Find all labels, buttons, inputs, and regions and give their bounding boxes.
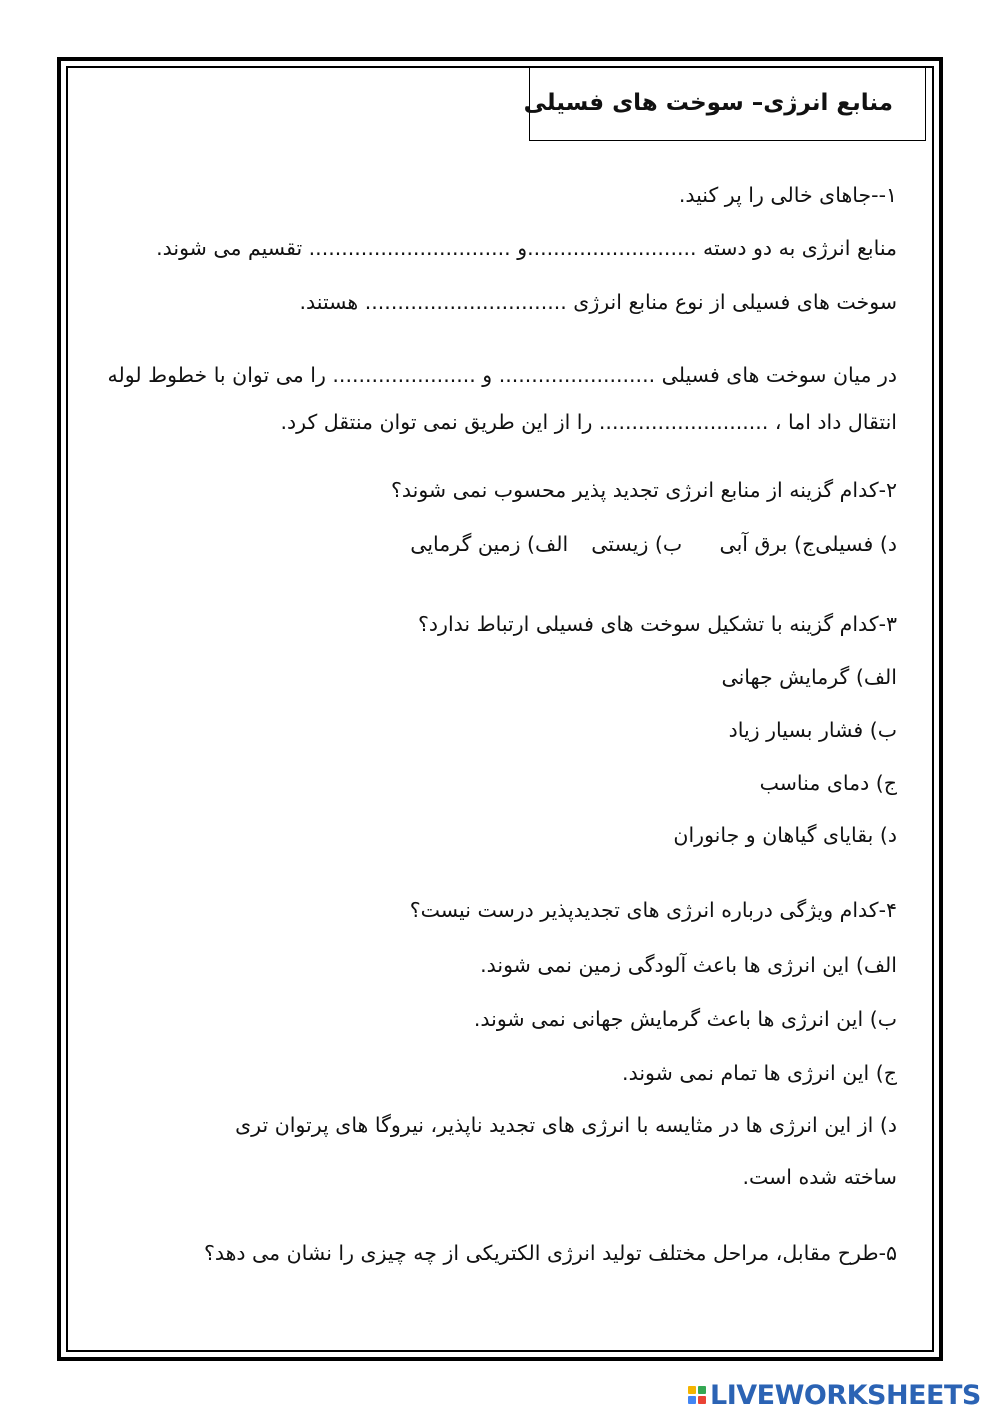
- title-box: [523, 66, 926, 141]
- q2-question: ۲-کدام گزینه از منابع انرژی تجدید پذیر محسوب نمی شوند؟: [391, 478, 897, 502]
- q3-option-d[interactable]: د) بقایای گیاهان و جانوران: [673, 823, 897, 847]
- q4-option-c[interactable]: ج) این انرژی ها تمام نمی شوند.: [622, 1061, 897, 1085]
- q1-line-2: سوخت های فسیلی از نوع منابع انرژی ............................... هستند.: [299, 290, 897, 314]
- q5-question: ۵-طرح مقابل، مراحل مختلف تولید انرژی الکتریکی از چه چیزی را نشان می دهد؟: [203, 1241, 897, 1265]
- q4-question: ۴-کدام ویژگی درباره انرژی های تجدیدپذیر درست نیست؟: [409, 898, 897, 922]
- q2-option-c[interactable]: ج) برق آبی: [719, 532, 816, 556]
- q4-option-b[interactable]: ب) این انرژی ها باعث گرمایش جهانی نمی شوند.: [473, 1007, 897, 1031]
- liveworksheets-logo: [688, 1380, 981, 1410]
- logo-text: LIVEWORKSHEETS: [710, 1379, 981, 1411]
- q2-option-b[interactable]: ب) زیستی: [591, 532, 683, 556]
- logo-square-4: [698, 1396, 706, 1404]
- q3-option-c[interactable]: ج) دمای مناسب: [759, 771, 897, 795]
- q2-option-a[interactable]: الف) زمین گرمایی: [410, 532, 569, 556]
- logo-square-1: [688, 1386, 696, 1394]
- q3-question: ۳-کدام گزینه با تشکیل سوخت های فسیلی ارتباط ندارد؟: [418, 612, 897, 636]
- q2-option-d[interactable]: د) فسیلی: [815, 532, 897, 556]
- logo-square-2: [698, 1386, 706, 1394]
- q4-option-d-continued: ساخته شده است.: [742, 1165, 897, 1189]
- q2-options: [344, 529, 897, 559]
- q4-option-a[interactable]: الف) این انرژی ها باعث آلودگی زمین نمی شوند.: [480, 953, 897, 977]
- q4-option-d[interactable]: د) از این انرژی ها در مثایسه با انرژی های تجدید ناپذیر، نیروگا های پرتوان تری: [235, 1113, 897, 1137]
- q1-heading: ۱--جاهای خالی را پر کنید.: [678, 183, 897, 207]
- q1-line-1: منابع انرژی به دو دسته ..........................و ............................... تقسیم می شوند.: [156, 236, 897, 260]
- q1-line-4: انتقال داد اما ، .......................... را از این طریق نمی توان منتقل کرد.: [280, 410, 897, 434]
- q1-line-3: در میان سوخت های فسیلی ........................ و ...................... را می توان با خطوط لوله: [107, 363, 897, 387]
- q3-option-b[interactable]: ب) فشار بسیار زیاد: [728, 718, 897, 742]
- q3-option-a[interactable]: الف) گرمایش جهانی: [721, 665, 897, 689]
- logo-square-3: [688, 1396, 696, 1404]
- logo-squares-icon: [688, 1386, 706, 1404]
- page-title: منابع انرژی– سوخت های فسیلی: [523, 90, 893, 116]
